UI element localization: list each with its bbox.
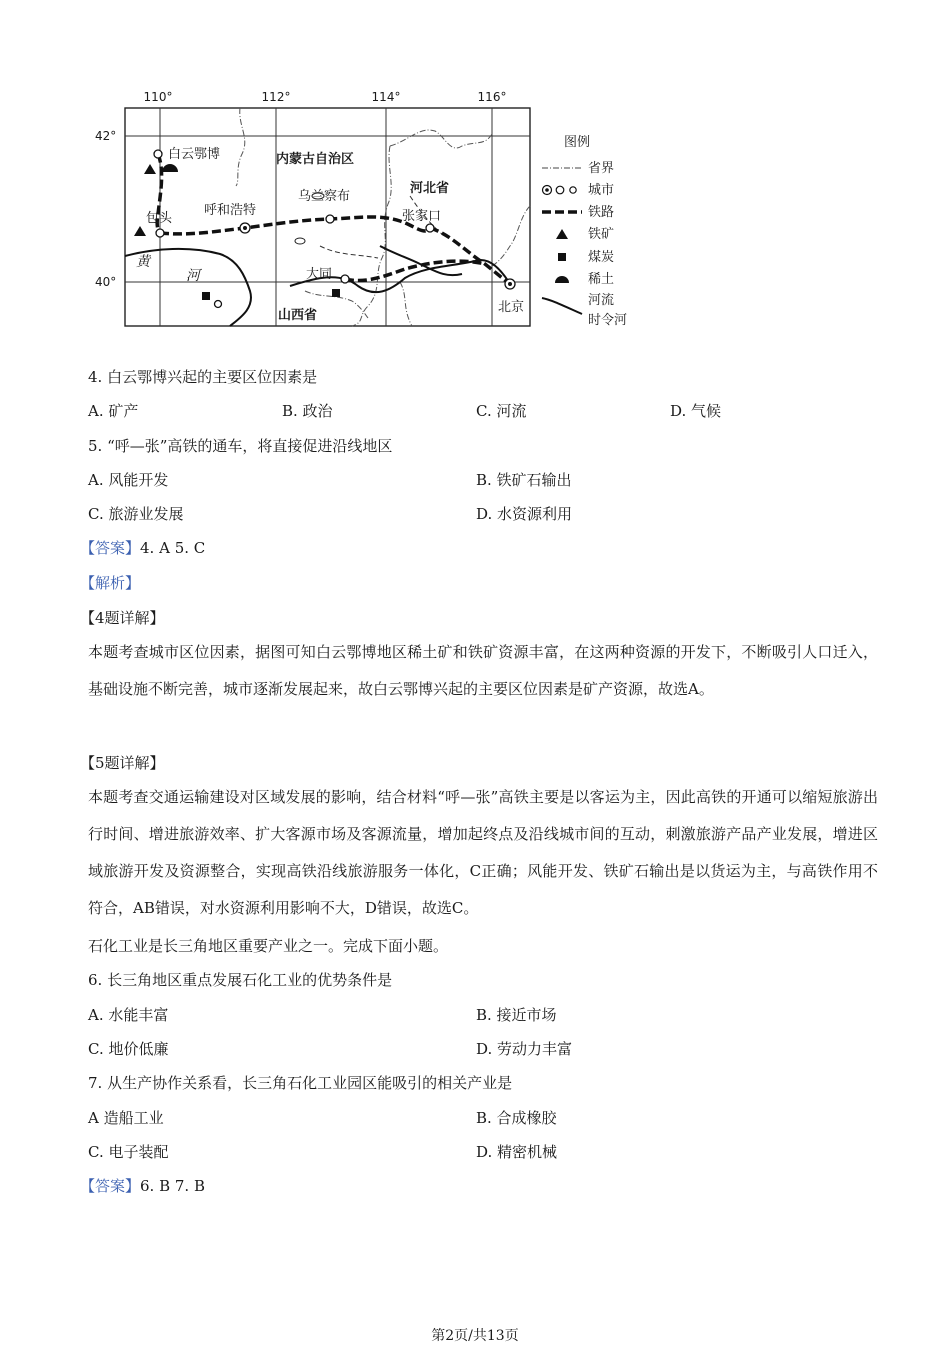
legend-city-icon — [545, 188, 549, 192]
detail-4-text: 本题考查城市区位因素，据图可知白云鄂博地区稀土矿和铁矿资源丰富，在这两种资源的开发下，不断吸引人口迁入，基础设施不断完善，城市逐渐发展起来，故白云鄂博兴起的主要区位因素是矿产资源，故选A。 — [88, 643, 878, 698]
answer-line-1 — [80, 537, 205, 558]
lon-label: 114° — [371, 90, 401, 104]
q4-stem: 4. 白云鄂博兴起的主要区位因素是 — [88, 368, 318, 386]
q6-option-d: D. 劳动力丰富 — [476, 1040, 573, 1058]
label-beijing: 北京 — [498, 300, 525, 315]
analysis-label: 【解析】 — [80, 574, 141, 592]
map-legend — [542, 135, 627, 328]
q4-option-c: C. 河流 — [476, 402, 527, 420]
city-baotou — [156, 229, 164, 237]
legend-rare: 稀土 — [588, 272, 615, 287]
lat-label: 40° — [95, 275, 117, 289]
label-zhangjia: 张家口 — [402, 209, 442, 224]
legend-river-line — [542, 298, 582, 314]
q6-stem: 6. 长三角地区重点发展石化工业的优势条件是 — [88, 971, 393, 989]
coal-icon — [332, 289, 340, 297]
lon-label: 112° — [261, 90, 291, 104]
legend-city: 城市 — [588, 183, 615, 198]
legend-city-icon — [556, 186, 564, 194]
legend-river: 河流 — [588, 293, 615, 308]
city-zhangjia — [426, 224, 434, 232]
lat-label: 42° — [95, 129, 117, 143]
iron-ore-icon — [144, 164, 156, 174]
seasonal-rivers — [320, 196, 442, 258]
legend-coal-icon — [558, 253, 566, 261]
q6-option-c: C. 地价低廉 — [88, 1040, 169, 1058]
label-huang: 黄 — [136, 254, 150, 270]
legend-iron-icon — [556, 229, 568, 239]
label-huhe: 呼和浩特 — [204, 203, 257, 218]
city-datong — [341, 275, 349, 283]
legend-iron: 铁矿 — [588, 227, 615, 242]
q5-option-b: B. 铁矿石输出 — [476, 471, 572, 489]
legend-rare-icon — [555, 276, 569, 283]
city-wulan — [326, 215, 334, 223]
q7-option-d: D. 精密机械 — [476, 1143, 558, 1161]
legend-border: 省界 — [588, 161, 615, 176]
detail-4-title: 【4题详解】 — [80, 609, 165, 627]
q5-option-c: C. 旅游业发展 — [88, 505, 184, 523]
legend-seasonal: 时令河 — [588, 313, 628, 328]
answer-line-2 — [80, 1175, 205, 1196]
group-intro: 石化工业是长三角地区重要产业之一。完成下面小题。 — [88, 937, 449, 955]
label-baotou: 包头 — [146, 211, 173, 226]
label-shanxi: 山西省 — [278, 308, 318, 323]
city-markers — [154, 150, 515, 308]
q4-option-a: A. 矿产 — [88, 402, 139, 420]
answer-label: 【答案】 — [80, 1177, 141, 1195]
page-footer: 第2页/共13页 — [431, 1328, 519, 1344]
lake — [295, 238, 305, 244]
detail-5-text: 本题考查交通运输建设对区域发展的影响，结合材料“呼—张”高铁主要是以客运为主，因此高铁的开通可以缩短旅游出行时间、增进旅游效率、扩大客源市场及客源流量，增加起终点及沿线城市间的互动，刺激旅游产品产业发展，增进区域旅游开发及资源整合，实现高铁沿线旅游服务一体化，C正确；风能开发、铁矿石输出是以货运为主，与高铁作用不符合，AB错误，对水资源利用影响不大，D错误，故选C。 — [88, 788, 878, 917]
coal-icon — [202, 292, 210, 300]
q7-option-c: C. 电子装配 — [88, 1143, 169, 1161]
legend-rail: 铁路 — [588, 205, 615, 220]
region-map — [90, 86, 650, 336]
answer-text: 4. A 5. C — [140, 539, 206, 557]
lon-label: 116° — [477, 90, 507, 104]
q4-option-b: B. 政治 — [282, 402, 333, 420]
q7-option-b: B. 合成橡胶 — [476, 1109, 557, 1127]
q4-option-d: D. 气候 — [670, 402, 722, 420]
legend-coal: 煤炭 — [588, 250, 615, 265]
q7-stem: 7. 从生产协作关系看，长三角石化工业园区能吸引的相关产业是 — [88, 1074, 513, 1092]
q5-stem: 5. “呼—张”高铁的通车，将直接促进沿线地区 — [88, 437, 393, 455]
label-he: 河 — [186, 268, 200, 284]
answer-label: 【答案】 — [80, 539, 141, 557]
q6-option-a: A. 水能丰富 — [88, 1006, 169, 1024]
label-hebei: 河北省 — [410, 181, 450, 196]
lon-label: 110° — [143, 90, 173, 104]
city-baiyun — [154, 150, 162, 158]
city-huhe-dot — [243, 226, 247, 230]
label-wulan: 乌兰察布 — [298, 189, 351, 204]
q5-option-a: A. 风能开发 — [88, 471, 169, 489]
iron-ore-icon — [134, 226, 146, 236]
label-neimeng: 内蒙古自治区 — [276, 152, 355, 167]
answer-text: 6. B 7. B — [140, 1177, 205, 1195]
q5-option-d: D. 水资源利用 — [476, 505, 573, 523]
q6-option-b: B. 接近市场 — [476, 1006, 557, 1024]
city-marker — [215, 301, 222, 308]
legend-city-icon — [570, 187, 576, 193]
city-beijing-dot — [508, 282, 512, 286]
label-baiyun: 白云鄂博 — [168, 147, 221, 162]
rare-earth-icon — [162, 164, 178, 172]
detail-5-title: 【5题详解】 — [80, 754, 165, 772]
rivers — [125, 246, 510, 326]
legend-title: 图例 — [564, 135, 591, 150]
label-datong: 大同 — [306, 267, 333, 282]
q7-option-a: A 造船工业 — [88, 1109, 164, 1127]
